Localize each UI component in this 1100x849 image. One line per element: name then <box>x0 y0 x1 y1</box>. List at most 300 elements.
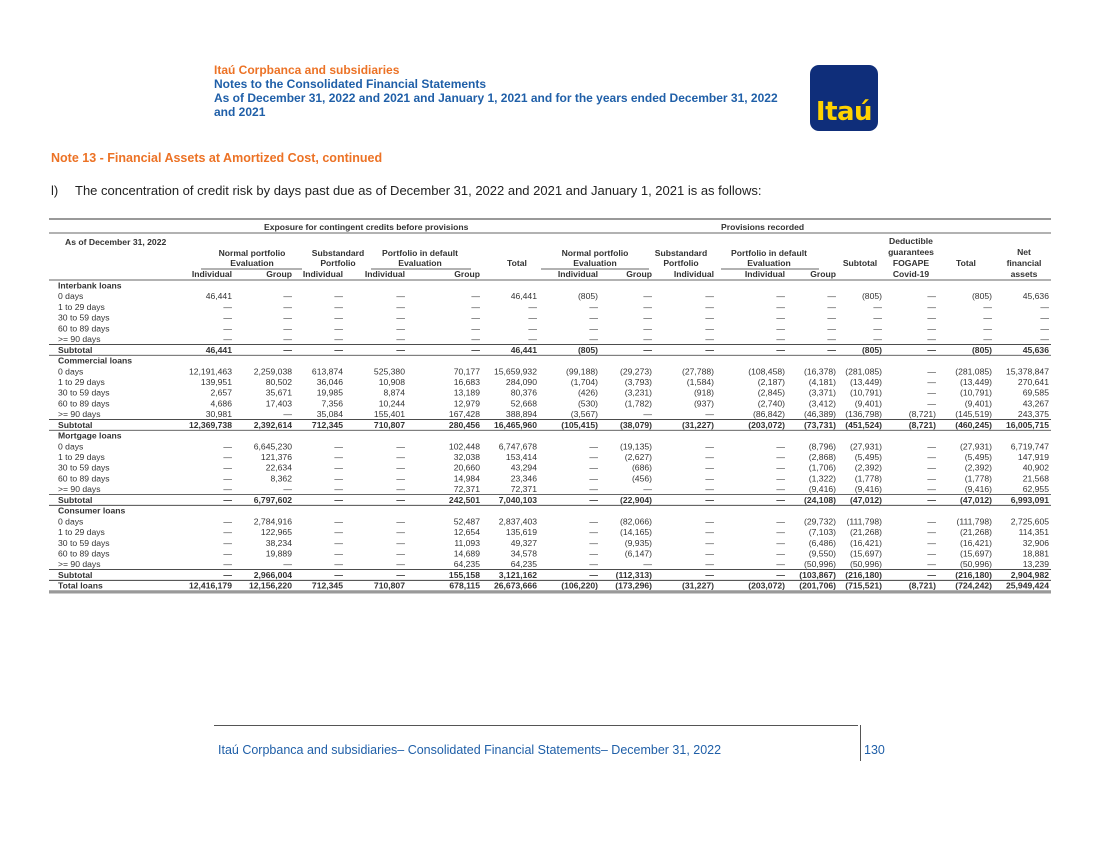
table-cell: — <box>776 452 785 463</box>
table-cell: 12,191,463 <box>188 366 232 377</box>
column-header: Evaluation <box>573 258 617 268</box>
column-header: Substandard <box>654 248 708 258</box>
table-cell: (47,012) <box>959 494 992 505</box>
table-cell: 46,441 <box>510 291 537 302</box>
table-cell: — <box>927 301 936 312</box>
table-cell: (451,524) <box>845 419 882 430</box>
table-cell: (1,778) <box>854 473 882 484</box>
footer-text: Itaú Corpbanca and subsidiaries– Consolidated Financial Statements– December 31, 2022 <box>218 743 722 757</box>
table-cell: 26,673,666 <box>493 580 537 591</box>
table-cell: 2,259,038 <box>253 366 292 377</box>
table-cell: — <box>927 537 936 548</box>
table-cell: — <box>927 527 936 538</box>
table-cell: — <box>705 527 714 538</box>
table-cell: — <box>705 537 714 548</box>
table-cell: 10,244 <box>378 398 405 409</box>
table-cell: — <box>643 344 652 355</box>
table-cell: 12,369,738 <box>188 419 232 430</box>
table-cell: — <box>589 334 598 345</box>
table-cell: (2,187) <box>757 376 785 387</box>
intro-text: The concentration of credit risk by days past due as of December 31, 2022 and 2021 and January 1, 2021 is as follows: <box>75 183 762 198</box>
table-cell: — <box>927 569 936 580</box>
table-cell: (21,268) <box>849 527 882 538</box>
table-cell: 14,984 <box>453 473 480 484</box>
table-cell: (1,704) <box>570 376 598 387</box>
table-cell: — <box>223 473 232 484</box>
table-cell: (15,697) <box>849 548 882 559</box>
section-label: Consumer loans <box>58 505 126 516</box>
table-cell: — <box>873 301 882 312</box>
row-label: 1 to 29 days <box>58 527 105 538</box>
row-label: 30 to 59 days <box>58 387 110 398</box>
table-cell: (22,904) <box>619 494 652 505</box>
table-cell: — <box>334 559 343 570</box>
table-cell: (111,798) <box>956 516 992 527</box>
table-cell: (16,378) <box>803 366 836 377</box>
table-cell: — <box>643 301 652 312</box>
row-label: 1 to 29 days <box>58 452 105 463</box>
table-cell: 10,908 <box>378 376 405 387</box>
table-cell: — <box>396 569 405 580</box>
table-cell: — <box>283 291 292 302</box>
table-cell: 72,371 <box>510 484 537 495</box>
table-cell: 45,636 <box>1022 291 1049 302</box>
table-cell: — <box>334 462 343 473</box>
table-cell: — <box>776 291 785 302</box>
logo-text: Itaú <box>815 97 873 127</box>
table-cell: (4,181) <box>808 376 836 387</box>
table-cell: — <box>223 484 232 495</box>
table-cell: 6,993,091 <box>1010 494 1049 505</box>
table-cell: (216,180) <box>955 569 992 580</box>
column-header: Portfolio <box>663 258 699 268</box>
table-cell: — <box>643 409 652 420</box>
column-subheader: Individual <box>744 269 785 279</box>
table-cell: — <box>223 312 232 323</box>
table-cell: — <box>334 323 343 334</box>
table-cell: 6,719,747 <box>1010 441 1049 452</box>
table-cell: 25,949,424 <box>1005 580 1049 591</box>
table-cell: (106,220) <box>561 580 598 591</box>
table-cell: (29,273) <box>619 366 652 377</box>
table-cell: — <box>589 473 598 484</box>
table-cell: — <box>927 462 936 473</box>
table-cell: (99,188) <box>565 366 598 377</box>
column-subheader: Individual <box>364 269 405 279</box>
table-cell: — <box>776 462 785 473</box>
subtotal-label: Subtotal <box>58 344 93 355</box>
table-cell: — <box>827 344 836 355</box>
table-cell: — <box>283 484 292 495</box>
table-cell: (805) <box>577 344 598 355</box>
column-subheader: Individual <box>673 269 714 279</box>
section-label: Commercial loans <box>58 355 133 366</box>
row-label: 1 to 29 days <box>58 376 105 387</box>
table-cell: (805) <box>861 291 882 302</box>
table-cell: — <box>223 323 232 334</box>
table-cell: 147,919 <box>1017 452 1049 463</box>
table-cell: (3,412) <box>808 398 836 409</box>
table-cell: — <box>873 334 882 345</box>
table-cell: — <box>927 452 936 463</box>
row-label: 0 days <box>58 516 84 527</box>
table-cell: (805) <box>861 344 882 355</box>
table-cell: 678,115 <box>449 580 480 591</box>
column-subheader: Individual <box>557 269 598 279</box>
table-cell: — <box>528 301 537 312</box>
table-cell: 16,465,960 <box>493 419 537 430</box>
table-cell: (1,584) <box>686 376 714 387</box>
table-cell: (10,791) <box>959 387 992 398</box>
table-cell: (15,697) <box>959 548 992 559</box>
table-cell: (50,996) <box>959 559 992 570</box>
table-cell: 243,375 <box>1017 409 1049 420</box>
table-cell: (1,778) <box>964 473 992 484</box>
table-cell: (10,791) <box>849 387 882 398</box>
row-label: 0 days <box>58 366 84 377</box>
table-cell: — <box>927 334 936 345</box>
table-cell: — <box>223 516 232 527</box>
table-cell: — <box>589 484 598 495</box>
table-cell: 23,346 <box>510 473 537 484</box>
table-cell: 155,158 <box>448 569 480 580</box>
table-cell: 36,046 <box>316 376 343 387</box>
table-cell: — <box>827 312 836 323</box>
table-cell: (1,782) <box>624 398 652 409</box>
column-header: Portfolio in default <box>731 248 807 258</box>
table-cell: — <box>1040 301 1049 312</box>
table-cell: 11,093 <box>454 537 480 548</box>
table-cell: — <box>334 312 343 323</box>
table-cell: — <box>396 494 405 505</box>
table-cell: (50,996) <box>803 559 836 570</box>
table-cell: — <box>776 537 785 548</box>
table-cell: (16,421) <box>959 537 992 548</box>
table-cell: — <box>776 484 785 495</box>
column-header: Normal portfolio <box>561 248 629 258</box>
table-cell: — <box>776 301 785 312</box>
column-subheader: Group <box>454 269 480 279</box>
table-cell: — <box>776 473 785 484</box>
table-cell: — <box>643 559 652 570</box>
table-cell: — <box>471 323 480 334</box>
table-cell: 40,902 <box>1022 462 1049 473</box>
table-cell: — <box>334 527 343 538</box>
table-cell: 525,380 <box>373 366 405 377</box>
column-header: Evaluation <box>230 258 274 268</box>
table-cell: — <box>927 484 936 495</box>
column-header: Substandard <box>311 248 365 258</box>
table-cell: — <box>334 484 343 495</box>
table-cell: — <box>776 569 785 580</box>
table-cell: (112,313) <box>615 569 652 580</box>
corner-label: As of December 31, 2022 <box>65 237 167 247</box>
intro-paragraph <box>51 183 762 198</box>
table-cell: (201,706) <box>799 580 836 591</box>
table-cell: — <box>334 537 343 548</box>
table-cell: — <box>471 312 480 323</box>
table-cell: 80,376 <box>510 387 537 398</box>
table-cell: (3,567) <box>570 409 598 420</box>
table-cell: 45,636 <box>1022 344 1049 355</box>
table-cell: — <box>705 516 714 527</box>
table-cell: 13,239 <box>1022 559 1049 570</box>
table-cell: (1,706) <box>808 462 836 473</box>
table-cell: — <box>705 569 714 580</box>
row-label: 0 days <box>58 291 84 302</box>
table-cell: — <box>589 569 598 580</box>
table-cell: 710,807 <box>373 419 405 430</box>
table-cell: — <box>589 548 598 559</box>
table-cell: — <box>776 323 785 334</box>
table-cell: — <box>776 516 785 527</box>
column-header: Evaluation <box>747 258 791 268</box>
table-cell: — <box>827 301 836 312</box>
table-cell: — <box>927 344 936 355</box>
table-cell: 70,177 <box>453 366 480 377</box>
table-cell: (13,449) <box>959 376 992 387</box>
table-cell: — <box>334 516 343 527</box>
table-cell: — <box>776 312 785 323</box>
row-label: >= 90 days <box>58 409 101 420</box>
table-cell: — <box>927 323 936 334</box>
table-cell: 8,362 <box>270 473 292 484</box>
table-cell: 2,837,403 <box>498 516 537 527</box>
table-cell: (8,796) <box>808 441 836 452</box>
table-cell: 284,090 <box>505 376 537 387</box>
row-label: 1 to 29 days <box>58 301 105 312</box>
table-cell: (9,416) <box>808 484 836 495</box>
page-number: 130 <box>864 743 885 757</box>
table-cell: — <box>776 548 785 559</box>
table-cell: — <box>983 312 992 323</box>
table-cell: — <box>396 473 405 484</box>
table-cell: — <box>396 462 405 473</box>
table-cell: 49,327 <box>510 537 537 548</box>
table-cell: — <box>927 312 936 323</box>
table-cell: 3,121,162 <box>498 569 537 580</box>
row-label: 60 to 89 days <box>58 548 110 559</box>
row-label: >= 90 days <box>58 334 101 345</box>
table-cell: (9,401) <box>964 398 992 409</box>
table-cell: (2,392) <box>964 462 992 473</box>
table-cell: — <box>283 559 292 570</box>
section-label: Interbank loans <box>58 280 122 291</box>
company-name: Itaú Corpbanca and subsidiaries <box>214 63 400 77</box>
table-cell: 139,951 <box>200 376 232 387</box>
table-cell: — <box>283 334 292 345</box>
table-cell: (86,842) <box>752 409 785 420</box>
table-cell: 15,659,932 <box>493 366 537 377</box>
table-cell: 64,235 <box>453 559 480 570</box>
table-cell: (8,721) <box>908 580 936 591</box>
table-cell: (724,242) <box>955 580 992 591</box>
table-cell: — <box>223 548 232 559</box>
table-cell: — <box>528 334 537 345</box>
table-cell: — <box>334 334 343 345</box>
table-cell: — <box>705 484 714 495</box>
row-label: 60 to 89 days <box>58 473 110 484</box>
table-cell: 72,371 <box>453 484 480 495</box>
table-cell: 155,401 <box>373 409 405 420</box>
table-cell: — <box>589 527 598 538</box>
table-cell: 2,784,916 <box>253 516 292 527</box>
table-cell: — <box>643 334 652 345</box>
table-cell: 6,645,230 <box>253 441 292 452</box>
row-label: >= 90 days <box>58 484 101 495</box>
table-cell: — <box>776 441 785 452</box>
table-cell: — <box>983 323 992 334</box>
table-cell: 14,689 <box>453 548 480 559</box>
subtotal-label: Subtotal <box>58 494 93 505</box>
table-cell: 6,747,678 <box>498 441 537 452</box>
table-cell: — <box>396 484 405 495</box>
table-cell: (2,868) <box>808 452 836 463</box>
table-cell: 43,294 <box>510 462 537 473</box>
table-cell: — <box>589 323 598 334</box>
table-cell: — <box>334 548 343 559</box>
table-cell: — <box>705 323 714 334</box>
table-cell: 46,441 <box>205 344 232 355</box>
table-cell: — <box>589 494 598 505</box>
table-cell: — <box>1040 334 1049 345</box>
table-cell: — <box>705 409 714 420</box>
table-cell: — <box>223 334 232 345</box>
table-cell: (103,867) <box>799 569 836 580</box>
table-cell: 17,403 <box>265 398 292 409</box>
table-cell: — <box>705 312 714 323</box>
table-cell: — <box>589 452 598 463</box>
table-cell: — <box>1040 323 1049 334</box>
table-cell: — <box>776 494 785 505</box>
table-cell: — <box>776 559 785 570</box>
table-cell: — <box>983 301 992 312</box>
table-cell: (21,268) <box>959 527 992 538</box>
column-header: Subtotal <box>842 258 878 268</box>
table-cell: 270,641 <box>1017 376 1049 387</box>
table-cell: (29,732) <box>803 516 836 527</box>
table-cell: — <box>396 312 405 323</box>
table-cell: — <box>927 548 936 559</box>
table-cell: — <box>471 301 480 312</box>
column-subheader: Individual <box>191 269 232 279</box>
table-cell: — <box>396 516 405 527</box>
table-cell: (13,449) <box>849 376 882 387</box>
table-cell: (27,931) <box>849 441 882 452</box>
table-cell: — <box>705 548 714 559</box>
table-cell: (8,721) <box>908 409 936 420</box>
table-cell: 35,084 <box>316 409 343 420</box>
table-cell: 7,040,103 <box>498 494 537 505</box>
table-cell: 64,235 <box>510 559 537 570</box>
table-cell: (460,245) <box>955 419 992 430</box>
table-cell: — <box>223 301 232 312</box>
table-cell: (5,495) <box>854 452 882 463</box>
table-cell: — <box>223 559 232 570</box>
table-cell: (456) <box>631 473 652 484</box>
table-cell: 22,634 <box>265 462 292 473</box>
table-cell: — <box>927 441 936 452</box>
table-cell: (5,495) <box>964 452 992 463</box>
table-cell: — <box>471 344 480 355</box>
table-cell: 2,725,605 <box>1010 516 1049 527</box>
column-header: Covid-19 <box>892 269 930 279</box>
table-cell: (426) <box>577 387 598 398</box>
row-label: 30 to 59 days <box>58 537 110 548</box>
table-cell: — <box>705 494 714 505</box>
table-cell: — <box>396 527 405 538</box>
table-cell: — <box>705 441 714 452</box>
credit-risk-table-svg <box>49 218 1051 612</box>
table-cell: — <box>471 334 480 345</box>
table-cell: (2,392) <box>854 462 882 473</box>
table-cell: (31,227) <box>681 419 714 430</box>
table-cell: 712,345 <box>311 580 343 591</box>
table-cell: (8,721) <box>908 419 936 430</box>
table-cell: — <box>643 312 652 323</box>
table-cell: — <box>283 301 292 312</box>
table-cell: (805) <box>971 291 992 302</box>
table-cell: — <box>983 334 992 345</box>
table-cell: — <box>589 312 598 323</box>
table-cell: (27,788) <box>681 366 714 377</box>
table-cell: 20,660 <box>453 462 480 473</box>
row-label: 30 to 59 days <box>58 462 110 473</box>
table-cell: (7,103) <box>808 527 836 538</box>
row-label: >= 90 days <box>58 559 101 570</box>
column-header: FOGAPE <box>892 258 930 268</box>
table-cell: 7,356 <box>321 398 343 409</box>
table-cell: (9,935) <box>624 537 652 548</box>
table-cell: 35,671 <box>265 387 292 398</box>
table-cell: 8,874 <box>383 387 405 398</box>
table-cell: — <box>873 323 882 334</box>
table-cell: (805) <box>577 291 598 302</box>
column-header: Total <box>956 258 976 268</box>
table-cell: — <box>927 376 936 387</box>
table-cell: 135,619 <box>505 527 537 538</box>
column-header: Portfolio <box>320 258 356 268</box>
table-cell: — <box>528 323 537 334</box>
table-cell: 242,501 <box>448 494 480 505</box>
table-cell: — <box>643 291 652 302</box>
table-cell: (937) <box>693 398 714 409</box>
column-header: Deductible <box>889 236 933 246</box>
table-cell: 167,428 <box>448 409 480 420</box>
table-cell: — <box>334 301 343 312</box>
table-cell: 46,441 <box>205 291 232 302</box>
table-cell: — <box>827 291 836 302</box>
table-cell: (2,740) <box>757 398 785 409</box>
table-cell: (9,401) <box>854 398 882 409</box>
table-cell: — <box>643 323 652 334</box>
table-cell: (2,627) <box>624 452 652 463</box>
table-cell: 12,416,179 <box>188 580 232 591</box>
period-line: As of December 31, 2022 and 2021 and January 1, 2021 and for the years ended December 31, 2022 <box>214 91 778 105</box>
table-cell: (6,486) <box>808 537 836 548</box>
table-cell: 32,906 <box>1022 537 1049 548</box>
table-cell: (805) <box>971 344 992 355</box>
table-cell: — <box>223 569 232 580</box>
table-cell: 388,894 <box>505 409 537 420</box>
column-header: guarantees <box>888 247 934 257</box>
table-cell: (105,415) <box>561 419 598 430</box>
table-cell: 32,038 <box>453 452 480 463</box>
table-cell: 43,267 <box>1022 398 1049 409</box>
table-cell: — <box>776 344 785 355</box>
table-cell: 19,889 <box>265 548 292 559</box>
table-cell: — <box>223 462 232 473</box>
